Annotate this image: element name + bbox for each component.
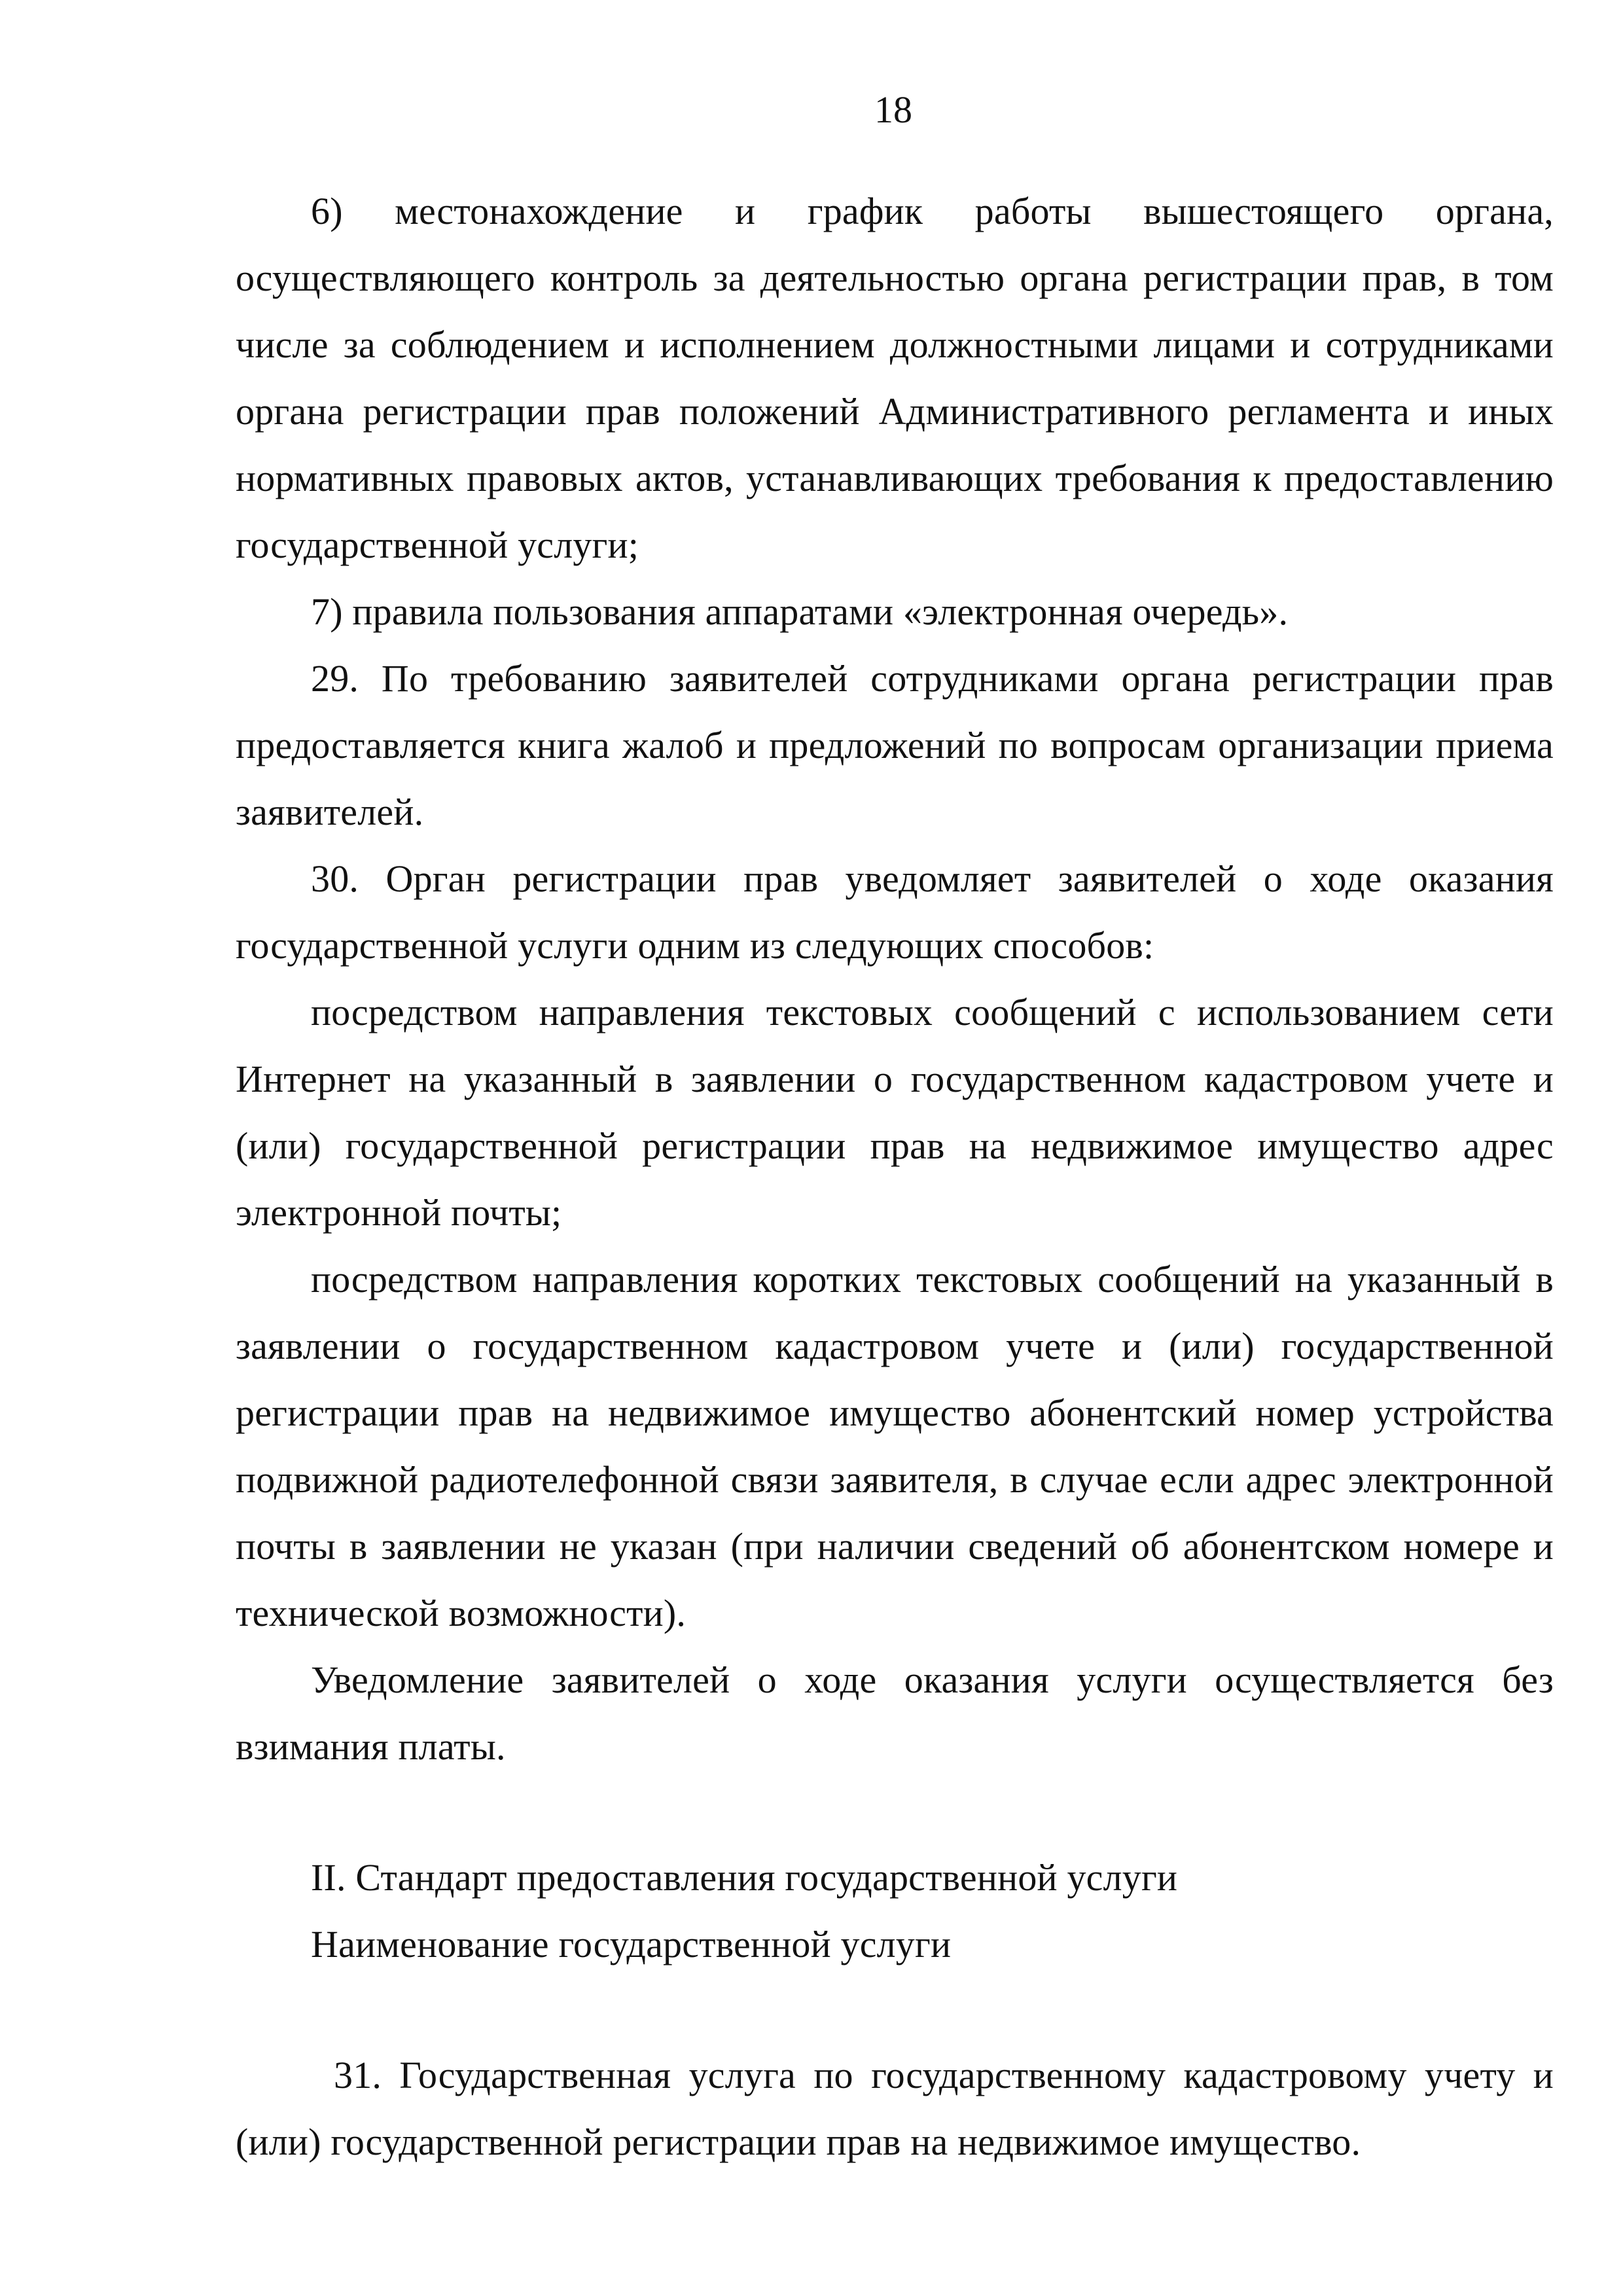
paragraph-30-notification-methods: 30. Орган регистрации прав уведомляет заявителей о ходе оказания государственной услуги одним из следующих способов: [236, 857, 1554, 967]
paragraph-6-location-schedule: 6) местонахождение и график работы вышестоящего органа, осуществляющего контроль за деятельностью органа регистрации прав, в том числе за соблюдением и исполнением должностными лицами и сотрудниками органа регистрации прав положений Административного регламента и иных нормативных правовых актов, устанавливающих требования к предоставлению государственной услуги; [236, 190, 1554, 566]
page-number: 18 [874, 88, 912, 131]
spacer [236, 1978, 1554, 2042]
paragraph-29-complaints-book: 29. По требованию заявителей сотрудниками органа регистрации прав предоставляется книга жалоб и предложений по вопросам организации приема заявителей. [236, 657, 1554, 833]
paragraph-notification-sms: посредством направления коротких текстовых сообщений на указанный в заявлении о государственном кадастровом учете и (или) государственной регистрации прав на недвижимое имущество абонентский номер устройства подвижной радиотелефонной связи заявителя, в случае если адрес электронной почты в заявлении не указан (при наличии сведений об абонентском номере и технической возможности). [236, 1258, 1554, 1634]
paragraph-31-service-name: 31. Государственная услуга по государственному кадастровому учету и (или) государственной регистрации прав на недвижимое имущество. [236, 2054, 1554, 2163]
section-title: II. Стандарт предоставления государственной услуги [311, 1856, 1178, 1899]
paragraph-7-electronic-queue: 7) правила пользования аппаратами «электронная очередь». [311, 590, 1289, 633]
spacer [236, 1780, 1554, 1844]
paragraph-notification-email: посредством направления текстовых сообщений с использованием сети Интернет на указанный в заявлении о государственном кадастровом учете и (или) государственной регистрации прав на недвижимое имущество адрес электронной почты; [236, 991, 1554, 1234]
section-subtitle: Наименование государственной услуги [311, 1923, 952, 1965]
document-body [236, 178, 1554, 2176]
paragraph-notification-free: Уведомление заявителей о ходе оказания услуги осуществляется без взимания платы. [236, 1659, 1554, 1768]
